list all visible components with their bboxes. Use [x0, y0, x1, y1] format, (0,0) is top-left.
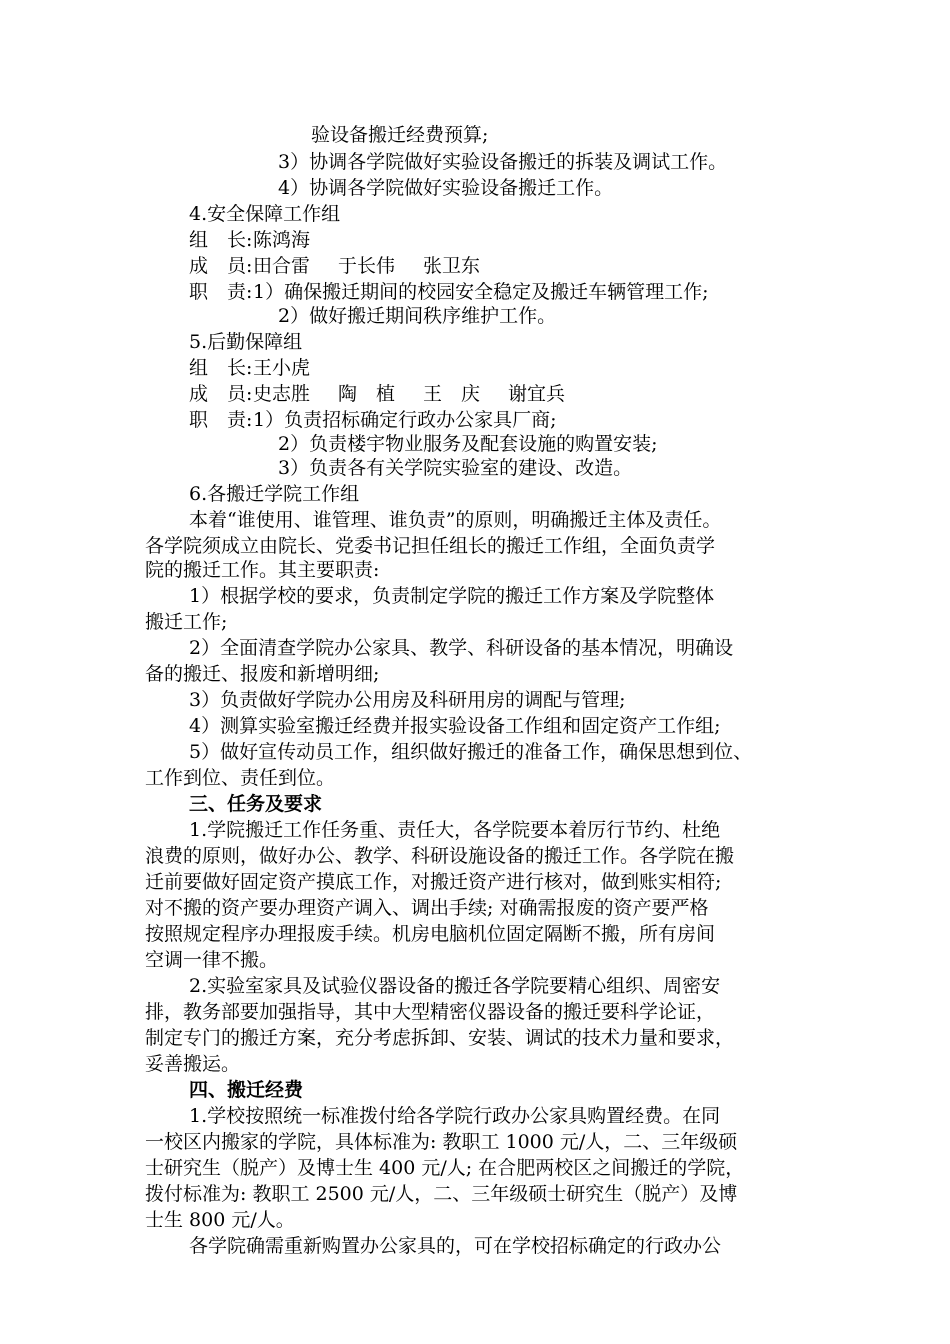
field-label: 职 责:	[189, 281, 253, 303]
member-name: 谢宜兵	[508, 383, 566, 405]
text-line: 5）做好宣传动员工作，组织做好搬迁的准备工作，确保思想到位、	[189, 741, 753, 763]
text-line: 各学院须成立由院长、党委书记担任组长的搬迁工作组，全面负责学	[145, 535, 716, 557]
members-line	[189, 254, 480, 278]
field-value: 陈鸿海	[253, 229, 311, 251]
text-line: 1.学校按照统一标准拨付给各学院行政办公家具购置经费。在同	[189, 1105, 721, 1127]
text-line: 4）测算实验室搬迁经费并报实验设备工作组和固定资产工作组;	[189, 715, 721, 737]
text-line: 3）负责各有关学院实验室的建设、改造。	[278, 457, 633, 479]
text-line: 3）负责做好学院办公用房及科研用房的调配与管理;	[189, 689, 626, 711]
section-heading: 5.后勤保障组	[189, 331, 303, 353]
text-line: 各学院确需重新购置办公家具的，可在学校招标确定的行政办公	[189, 1235, 722, 1257]
text-line: 制定专门的搬迁方案，充分考虑拆卸、安装、调试的技术力量和要求，	[145, 1027, 735, 1049]
field-label: 成 员:	[189, 255, 253, 277]
field-label: 组 长:	[189, 229, 253, 251]
text-line: 工作到位、责任到位。	[145, 767, 336, 789]
text-line: 4）协调各学院做好实验设备搬迁工作。	[278, 177, 614, 199]
member-name: 史志胜	[253, 383, 311, 405]
text-line: 本着“谁使用、谁管理、谁负责”的原则，明确搬迁主体及责任。	[189, 509, 722, 531]
field-label: 成 员:	[189, 383, 253, 405]
text-line: 2）全面清查学院办公家具、教学、科研设备的基本情况，明确设	[189, 637, 734, 659]
member-name: 田合雷	[253, 255, 311, 277]
field-value: 1）确保搬迁期间的校园安全稳定及搬迁车辆管理工作;	[253, 281, 709, 303]
field-label: 职 责:	[189, 409, 253, 431]
text-line: 2.实验室家具及试验仪器设备的搬迁各学院要精心组织、周密安	[189, 975, 721, 997]
field-value: 王小虎	[253, 357, 311, 379]
text-line: 搬迁工作;	[145, 611, 228, 633]
text-line: 1）根据学校的要求，负责制定学院的搬迁工作方案及学院整体	[189, 585, 715, 607]
member-name: 于长伟	[338, 255, 396, 277]
member-name: 陶 植	[338, 383, 396, 405]
field-value: 1）负责招标确定行政办公家具厂商;	[253, 409, 557, 431]
chapter-heading: 三、任务及要求	[189, 793, 323, 815]
text-line: 备的搬迁、报废和新增明细;	[145, 663, 380, 685]
text-line: 空调一律不搬。	[145, 949, 279, 971]
section-heading: 6.各搬迁学院工作组	[189, 483, 360, 505]
text-line: 按照规定程序办理报废手续。机房电脑机位固定隔断不搬，所有房间	[145, 923, 716, 945]
text-line: 士生 800 元/人。	[145, 1209, 295, 1231]
text-line: 迁前要做好固定资产摸底工作，对搬迁资产进行核对，做到账实相符;	[145, 871, 722, 893]
text-line: 一校区内搬家的学院，具体标准为: 教职工 1000 元/人，二、三年级硕	[145, 1131, 738, 1153]
text-line: 2）做好搬迁期间秩序维护工作。	[278, 305, 557, 327]
duties-line	[189, 408, 557, 432]
member-name: 王 庆	[423, 383, 481, 405]
text-line: 对不搬的资产要办理资产调入、调出手续; 对确需报废的资产要严格	[145, 897, 709, 919]
text-line: 验设备搬迁经费预算;	[311, 124, 489, 146]
text-line: 1.学院搬迁工作任务重、责任大，各学院要本着厉行节约、杜绝	[189, 819, 721, 841]
chapter-heading: 四、搬迁经费	[189, 1079, 304, 1101]
text-line: 拨付标准为: 教职工 2500 元/人，二、三年级硕士研究生（脱产）及博	[145, 1183, 738, 1205]
leader-line	[189, 228, 310, 252]
text-line: 妥善搬运。	[145, 1053, 241, 1075]
text-line: 士研究生（脱产）及博士生 400 元/人; 在合肥两校区之间搬迁的学院，	[145, 1157, 745, 1179]
text-line: 院的搬迁工作。其主要职责:	[145, 559, 380, 581]
section-heading: 4.安全保障工作组	[189, 203, 341, 225]
duties-line	[189, 280, 709, 304]
member-name: 张卫东	[423, 255, 481, 277]
leader-line	[189, 356, 310, 380]
text-line: 排，教务部要加强指导，其中大型精密仪器设备的搬迁要科学论证，	[145, 1001, 716, 1023]
field-label: 组 长:	[189, 357, 253, 379]
members-line	[189, 382, 565, 406]
text-line: 2）负责楼宇物业服务及配套设施的购置安装;	[278, 433, 658, 455]
text-line: 3）协调各学院做好实验设备搬迁的拆装及调试工作。	[278, 151, 728, 173]
text-line: 浪费的原则，做好办公、教学、科研设施设备的搬迁工作。各学院在搬	[145, 845, 735, 867]
